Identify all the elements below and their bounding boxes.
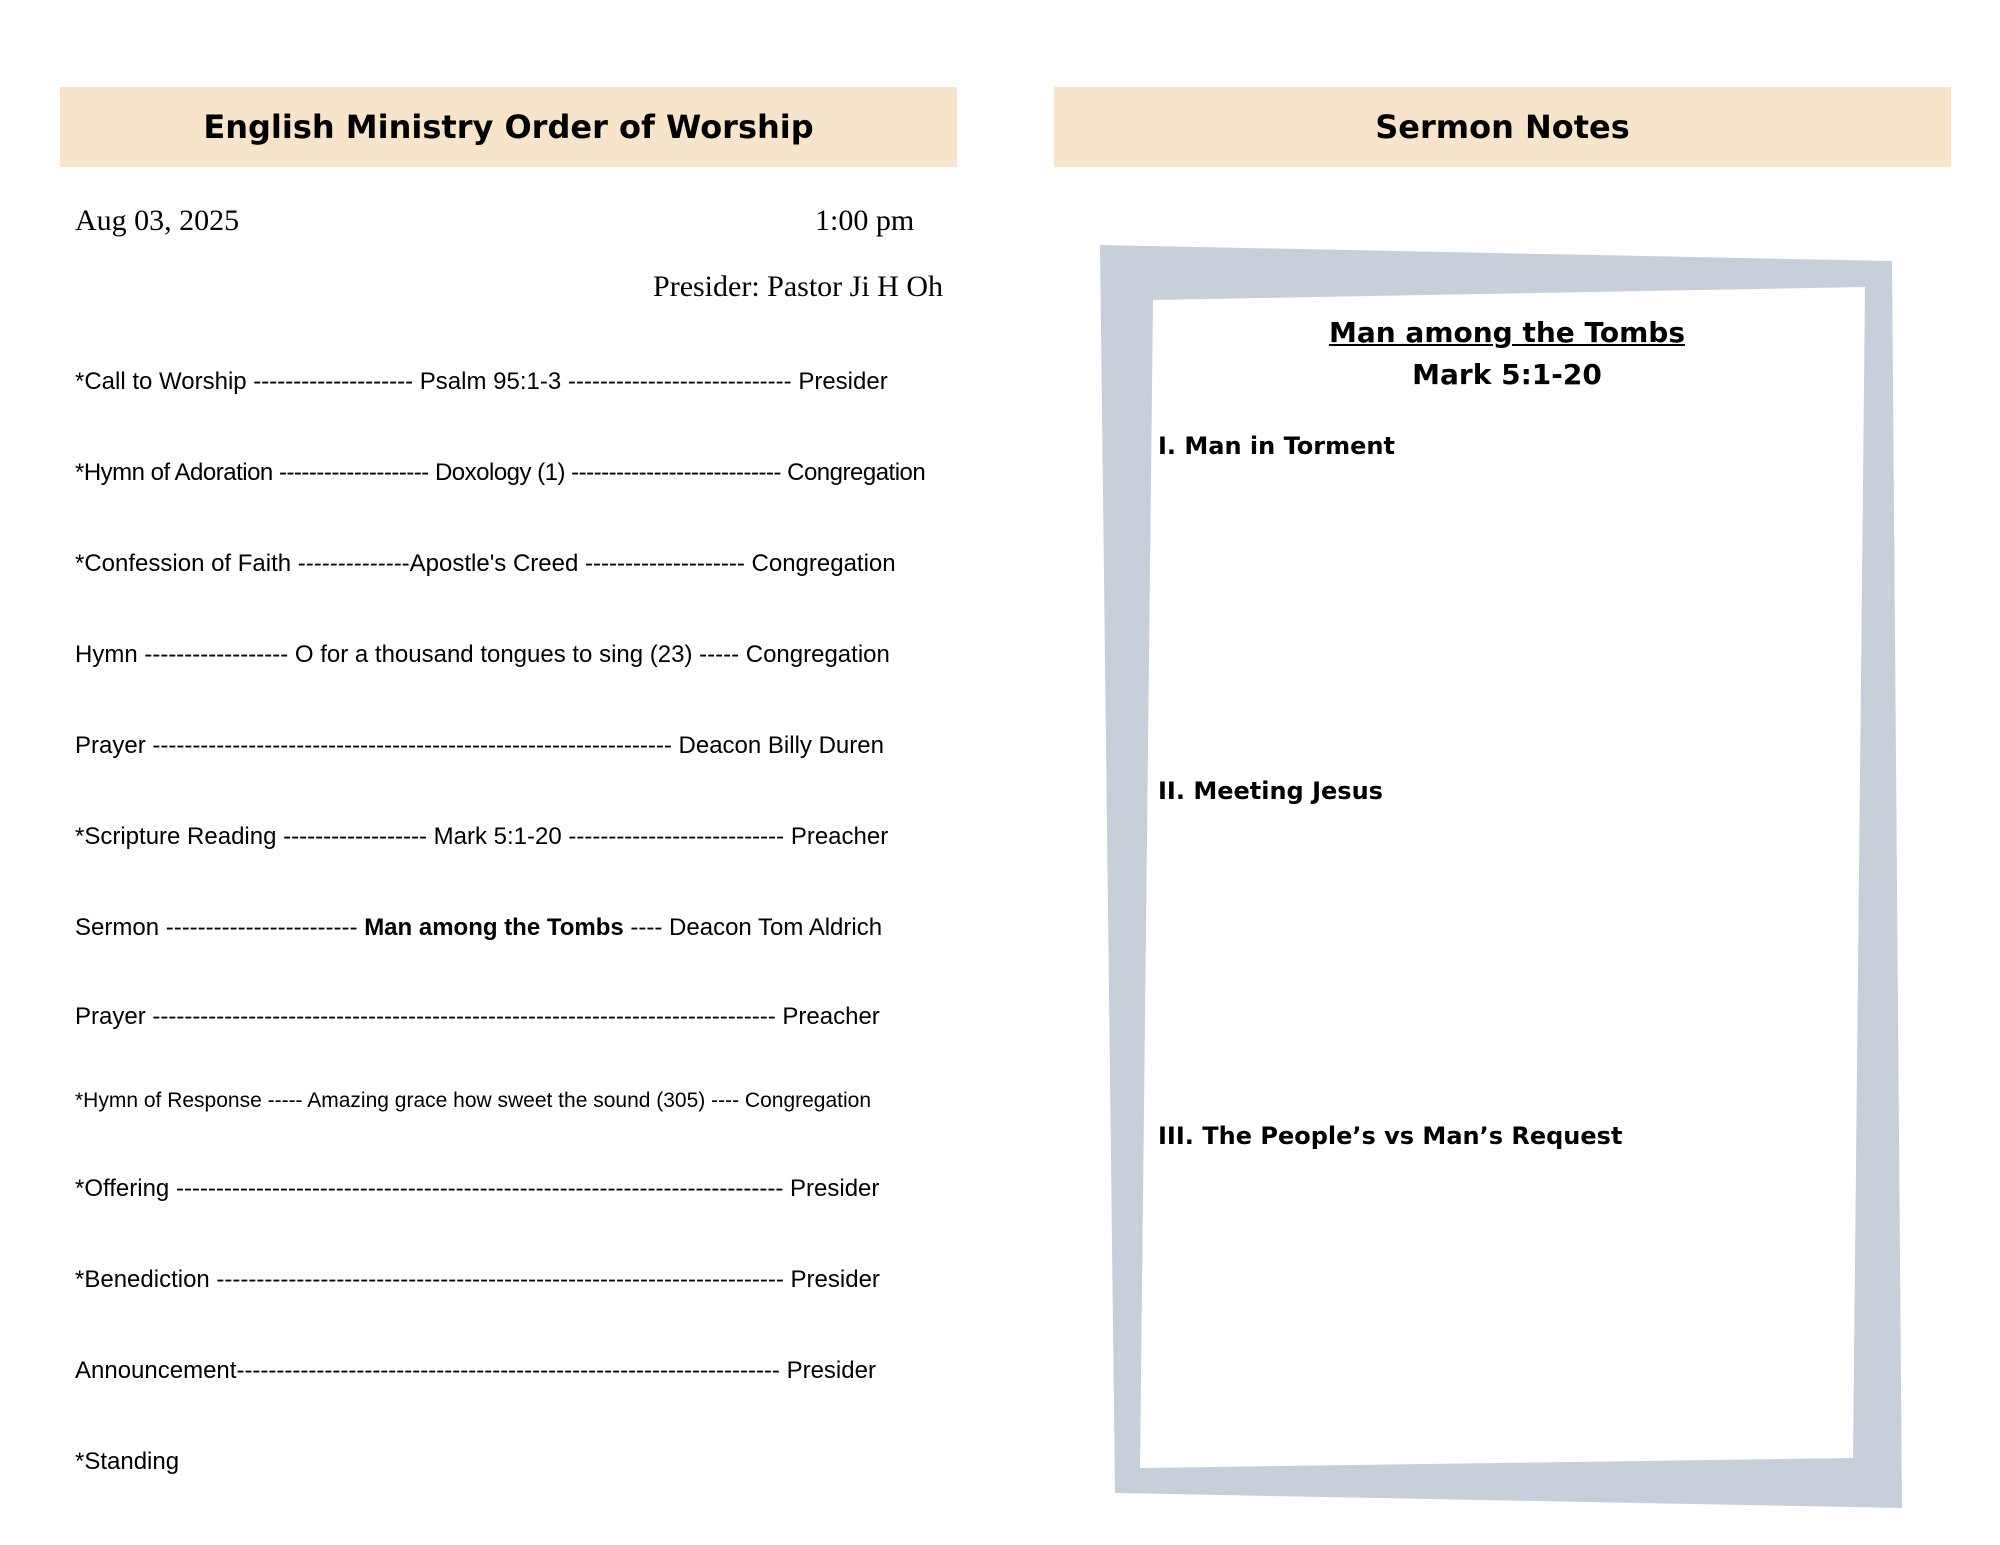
standing-note: *Standing xyxy=(75,1448,180,1475)
sermon-point-2: II. Meeting Jesus xyxy=(1158,777,1383,805)
order-item-prayer-1: Prayer ----------------------------------------------------------------- Deacon Billy Duren xyxy=(75,732,884,759)
sermon-prefix: Sermon ------------------------ xyxy=(75,914,365,941)
scripture-reference: Mark 5:1-20 xyxy=(1412,358,1602,391)
service-date: Aug 03, 2025 xyxy=(75,204,240,237)
presider-text: Presider: Pastor Ji H Oh xyxy=(653,270,943,303)
sermon-point-3: III. The People’s vs Man’s Request xyxy=(1158,1122,1623,1150)
order-item-scripture-reading: *Scripture Reading ------------------ Mark 5:1-20 --------------------------- Preacher xyxy=(75,823,889,850)
order-item-confession-of-faith: *Confession of Faith --------------Apostle's Creed -------------------- Congregation xyxy=(75,550,896,577)
sermon-point-1: I. Man in Torment xyxy=(1158,432,1395,460)
order-of-worship-title: English Ministry Order of Worship xyxy=(203,108,814,146)
sermon-title-heading: Man among the Tombs xyxy=(1328,316,1686,349)
order-item-hymn-of-adoration: *Hymn of Adoration -------------------- Doxology (1) ---------------------------- Congregation xyxy=(75,459,926,486)
presider-line xyxy=(520,270,943,304)
order-item-hymn-of-response: *Hymn of Response ----- Amazing grace how sweet the sound (305) ---- Congregation xyxy=(75,1089,872,1112)
service-time: 1:00 pm xyxy=(815,204,915,237)
order-item-call-to-worship: *Call to Worship -------------------- Psalm 95:1-3 ---------------------------- Presider xyxy=(75,368,888,395)
sermon-notes-title: Sermon Notes xyxy=(1375,108,1630,146)
order-item-sermon xyxy=(75,913,945,943)
sermon-title: Man among the Tombs xyxy=(364,914,624,941)
sermon-notes-header xyxy=(1054,87,1951,167)
sermon-suffix: ---- Deacon Tom Aldrich xyxy=(623,914,883,941)
order-item-hymn: Hymn ------------------ O for a thousand tongues to sing (23) ----- Congregation xyxy=(75,641,890,668)
order-item-benediction: *Benediction ----------------------------------------------------------------------- Presider xyxy=(75,1266,880,1293)
order-item-prayer-2: Prayer ------------------------------------------------------------------------------ Preacher xyxy=(75,1003,880,1030)
order-item-announcement: Announcement-------------------------------------------------------------------- Presider xyxy=(75,1357,876,1384)
order-of-worship-header xyxy=(60,87,957,167)
order-item-offering: *Offering ---------------------------------------------------------------------------- Presider xyxy=(75,1175,880,1202)
